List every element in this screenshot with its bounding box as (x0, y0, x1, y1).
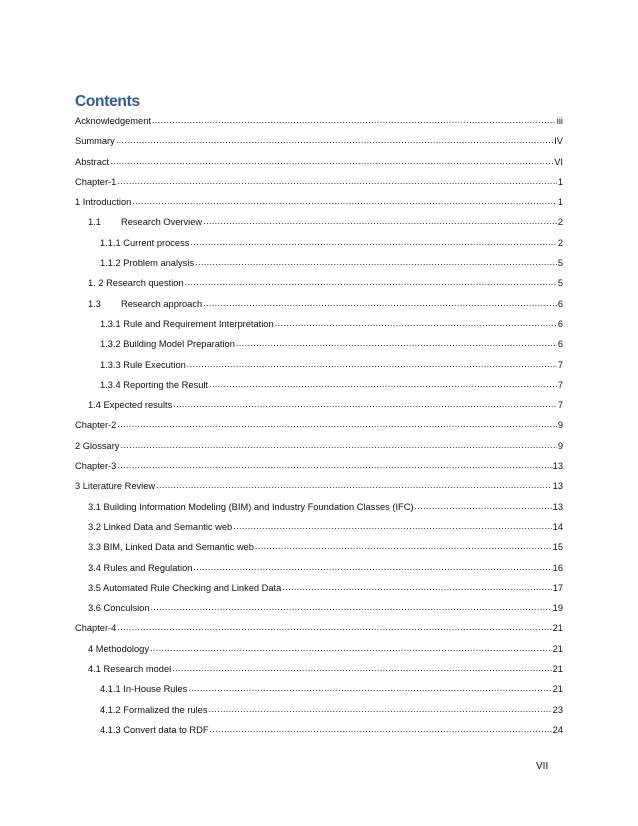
toc-entry-title: 4.1 Research model (88, 664, 172, 675)
toc-entry-page: 13 (552, 501, 563, 512)
toc-entry-page: 24 (552, 724, 563, 735)
toc-entry-page: 6 (557, 339, 563, 350)
toc-entry-page: 13 (552, 481, 563, 492)
toc-leader-dots (117, 171, 556, 191)
toc-entry-title: 3.1 Building Information Modeling (BIM) and Industry Foundation Classes (IFC) (88, 501, 414, 512)
toc-entry[interactable] (75, 578, 563, 598)
toc-entry[interactable] (75, 497, 563, 517)
toc-entry[interactable] (75, 294, 563, 314)
toc-entry-title: 1.4 Expected results (88, 400, 173, 411)
toc-entry-title: Research approach (121, 298, 203, 309)
toc-leader-dots (152, 110, 556, 130)
toc-leader-dots (190, 232, 556, 252)
toc-entry[interactable] (75, 517, 563, 537)
toc-entry[interactable] (75, 415, 563, 435)
toc-entry-page: 1 (557, 176, 563, 187)
toc-leader-dots (233, 516, 551, 536)
toc-entry-page: 5 (557, 258, 563, 269)
toc-entry[interactable] (75, 659, 563, 679)
toc-entry-title: 1. 2 Research question (88, 278, 184, 289)
toc-leader-dots (210, 719, 552, 739)
toc-entry-page: 6 (557, 298, 563, 309)
toc-leader-dots (282, 577, 551, 597)
toc-entry-title: 1.1.1 Current process (100, 237, 190, 248)
toc-entry-page: 7 (557, 359, 563, 370)
toc-leader-dots (195, 252, 557, 272)
toc-entry-page: 23 (552, 704, 563, 715)
toc-entry[interactable] (75, 700, 563, 720)
toc-entry-page: 15 (552, 542, 563, 553)
toc-entry[interactable] (75, 111, 563, 131)
toc-entry-page: IV (554, 136, 563, 147)
toc-entry-page: 14 (552, 521, 563, 532)
toc-leader-dots (150, 638, 552, 658)
toc-entry-title: 4.1.1 In-House Rules (100, 684, 188, 695)
toc-entry-page: 5 (557, 278, 563, 289)
toc-leader-dots (156, 475, 552, 495)
toc-leader-dots (193, 557, 551, 577)
toc-leader-dots (185, 272, 557, 292)
toc-entry-title: 3.3 BIM, Linked Data and Semantic web (88, 542, 254, 553)
toc-entry-page: 9 (557, 440, 563, 451)
toc-entry-title: 1.3.3 Rule Execution (100, 359, 186, 370)
toc-entry-title: Summary (75, 136, 115, 147)
toc-entry[interactable] (75, 639, 563, 659)
toc-entry-title: 1 Introduction (75, 197, 132, 208)
toc-entry-title: Acknowledgement (75, 116, 151, 126)
toc-leader-dots (415, 496, 552, 516)
toc-leader-dots (151, 597, 552, 617)
toc-leader-dots (120, 435, 556, 455)
toc-leader-dots (236, 333, 557, 353)
page-number: VII (536, 761, 549, 772)
toc-entry[interactable] (75, 395, 563, 415)
toc-entry[interactable] (75, 355, 563, 375)
toc-entry-title: 1.3.1 Rule and Requirement Interpretation (100, 318, 274, 329)
toc-entry-number: 1.3 (88, 298, 101, 309)
toc-entry-title: 3.5 Automated Rule Checking and Linked Data (88, 582, 282, 593)
toc-entry-title: 1.3.4 Reporting the Result (100, 379, 209, 390)
toc-entry-title: Abstract (75, 156, 110, 167)
toc-entry[interactable] (75, 314, 563, 334)
contents-heading: Contents (75, 93, 140, 110)
toc-entry[interactable] (75, 436, 563, 456)
toc-entry-title: Chapter-3 (75, 461, 117, 472)
toc-entry-title: 3.4 Rules and Regulation (88, 562, 193, 573)
toc-leader-dots (255, 536, 552, 556)
toc-entry-title: Chapter-2 (75, 420, 117, 431)
toc-entry-page: 21 (552, 664, 563, 675)
toc-entry[interactable] (75, 253, 563, 273)
toc-entry-page: 21 (552, 643, 563, 654)
toc-entry[interactable] (75, 172, 563, 192)
toc-entry[interactable] (75, 212, 563, 232)
toc-leader-dots (275, 313, 557, 333)
toc-entry-title: 3.6 Conculsion (88, 603, 150, 614)
toc-leader-dots (187, 354, 557, 374)
toc-leader-dots (208, 699, 551, 719)
table-of-contents (75, 111, 563, 740)
toc-entry[interactable] (75, 476, 563, 496)
toc-entry-page: 9 (557, 420, 563, 431)
toc-entry[interactable] (75, 537, 563, 557)
toc-entry-page: 21 (552, 623, 563, 634)
toc-entry[interactable] (75, 558, 563, 578)
toc-entry[interactable] (75, 152, 563, 172)
toc-leader-dots (203, 211, 557, 231)
toc-entry-title: 4.1.2 Formalized the rules (100, 704, 208, 715)
toc-entry[interactable] (75, 273, 563, 293)
toc-leader-dots (117, 617, 551, 637)
toc-entry[interactable] (75, 679, 563, 699)
toc-leader-dots (116, 130, 553, 150)
toc-entry-title: 3 Literature Review (75, 481, 156, 492)
toc-leader-dots (117, 414, 556, 434)
toc-leader-dots (203, 293, 557, 313)
toc-entry-page: 17 (552, 582, 563, 593)
toc-entry-page: 19 (552, 603, 563, 614)
toc-entry-page: 7 (557, 379, 563, 390)
toc-entry-title: 4.1.3 Convert data to RDF (100, 724, 209, 735)
toc-entry-title: 4 Methodology (88, 643, 149, 654)
toc-entry-page: VI (554, 156, 563, 167)
toc-entry[interactable] (75, 192, 563, 212)
toc-entry-page: 16 (552, 562, 563, 573)
toc-entry[interactable] (75, 375, 563, 395)
toc-entry[interactable] (75, 598, 563, 618)
toc-leader-dots (173, 394, 557, 414)
toc-entry[interactable] (75, 233, 563, 253)
toc-entry-page: iii (556, 116, 563, 126)
toc-entry-title: 1.3.2 Building Model Preparation (100, 339, 235, 350)
toc-entry-page: 13 (552, 461, 563, 472)
toc-entry-title: 3.2 Linked Data and Semantic web (88, 521, 233, 532)
toc-leader-dots (209, 374, 557, 394)
toc-entry-title: 2 Glossary (75, 440, 120, 451)
toc-leader-dots (132, 191, 556, 211)
toc-entry-title: Chapter-1 (75, 176, 117, 187)
toc-entry-title: Research Overview (121, 217, 203, 228)
toc-entry-number: 1.1 (88, 217, 101, 228)
toc-leader-dots (117, 455, 551, 475)
toc-entry[interactable] (75, 720, 563, 740)
toc-entry-title: 1.1.2 Problem analysis (100, 258, 195, 269)
toc-entry-page: 21 (552, 684, 563, 695)
toc-leader-dots (110, 151, 553, 171)
toc-leader-dots (172, 658, 551, 678)
toc-entry[interactable] (75, 334, 563, 354)
toc-entry-page: 1 (557, 197, 563, 208)
toc-entry-title: Chapter-4 (75, 623, 117, 634)
toc-leader-dots (188, 678, 551, 698)
toc-entry[interactable] (75, 131, 563, 151)
toc-entry[interactable] (75, 618, 563, 638)
toc-entry-page: 7 (557, 400, 563, 411)
toc-entry-page: 2 (557, 217, 563, 228)
toc-entry[interactable] (75, 456, 563, 476)
toc-entry-page: 2 (557, 237, 563, 248)
toc-entry-page: 6 (557, 318, 563, 329)
